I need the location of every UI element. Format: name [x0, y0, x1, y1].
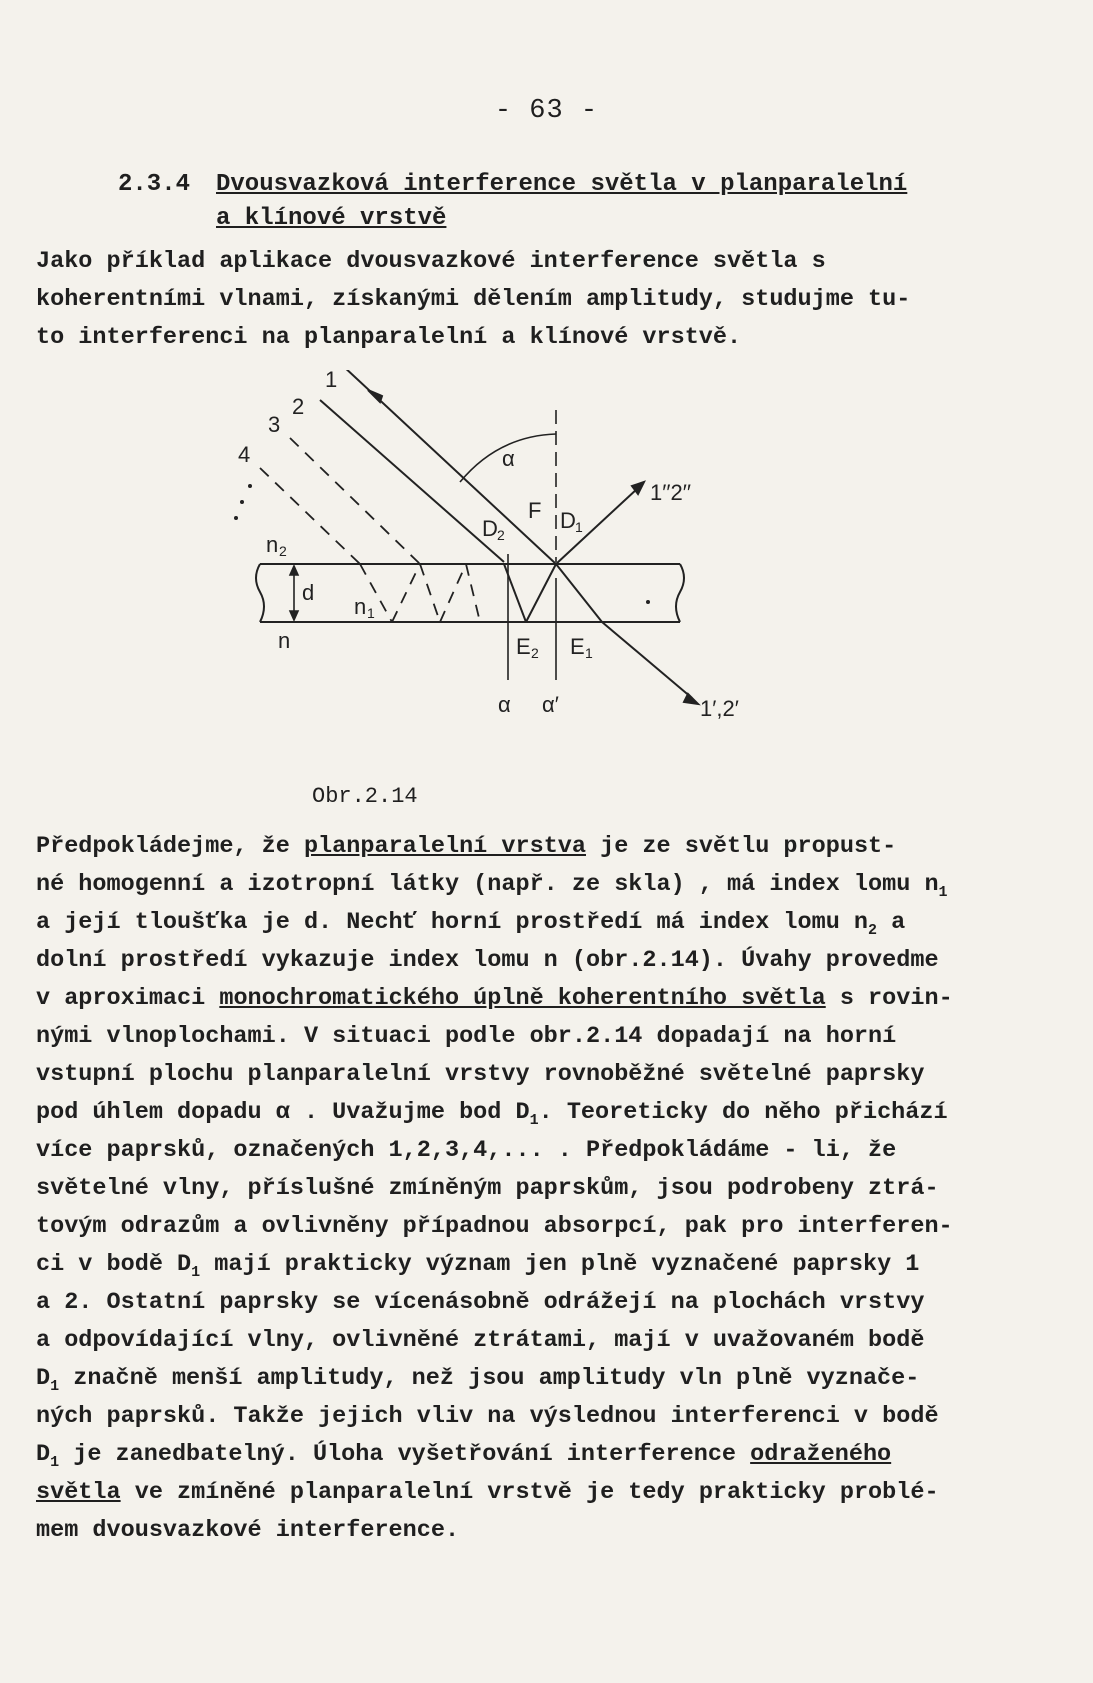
text: . Teoreticky do něho přichází [538, 1099, 948, 1126]
section-heading [118, 168, 978, 236]
label-ray-3: 3 [268, 412, 281, 437]
main-line-1 [36, 828, 1021, 866]
label-n1-sub: 1 [367, 605, 375, 621]
text: značně menší amplitudy, než jsou amplitudy vln plně vyznače- [59, 1365, 920, 1392]
text: a její tloušťka je d. Nechť horní prostředí má index lomu n [36, 909, 869, 936]
label-D1: D [560, 508, 576, 533]
dashed-rays [260, 438, 480, 622]
section-number: 2.3.4 [118, 171, 191, 198]
main-line-12 [36, 1246, 1021, 1284]
text: ci v bodě D [36, 1251, 192, 1278]
intro-line: koherentními vlnami, získanými dělením amplitudy, studujme tu- [36, 286, 911, 313]
main-line-16: ných paprsků. Takže jejich vliv na výslednou interferenci v bodě [36, 1403, 939, 1430]
main-line-13: a 2. Ostatní paprsky se vícenásobně odrážejí na plochách vrstvy [36, 1289, 925, 1316]
text: je ze světlu propust- [586, 833, 897, 860]
label-d: d [302, 580, 315, 605]
main-line-17 [36, 1436, 1021, 1474]
label-n1: n [354, 594, 367, 619]
label-D1-sub: 1 [575, 519, 583, 535]
label-alpha-prime: α′ [542, 692, 559, 717]
main-line-9: více paprsků, označených 1,2,3,4,... . Předpokládáme - li, že [36, 1137, 897, 1164]
intro-paragraph [36, 243, 1021, 357]
subscript: 1 [50, 1378, 60, 1395]
label-out-bottom: 1′,2′ [700, 696, 739, 721]
main-line-7: vstupní plochu planparalelní vrstvy rovnoběžné světelné paprsky [36, 1061, 925, 1088]
main-line-10: světelné vlny, příslušné zmíněným paprskům, jsou podrobeny ztrá- [36, 1175, 939, 1202]
label-n2: n [266, 532, 279, 557]
main-line-15 [36, 1360, 1021, 1398]
subscript: 1 [191, 1264, 201, 1281]
main-line-11: tovým odrazům a ovlivněny případnou absorpcí, pak pro interferen- [36, 1213, 953, 1240]
text: né homogenní a izotropní látky (např. ze skla) , má index lomu n [36, 871, 939, 898]
label-D2-sub: 2 [497, 527, 505, 543]
subscript: 1 [50, 1454, 60, 1471]
intro-line: Jako příklad aplikace dvousvazkové interference světla s [36, 248, 826, 275]
label-E2-sub: 2 [531, 645, 539, 661]
label-n2-sub: 2 [279, 543, 287, 559]
text: mají prakticky význam jen plně vyznačené paprsky 1 [200, 1251, 920, 1278]
intro-line: to interferenci na planparalelní a klínové vrstvě. [36, 324, 742, 351]
figure-interference-layer [230, 370, 790, 760]
label-ray-1: 1 [325, 370, 338, 392]
main-line-18 [36, 1474, 1021, 1512]
incident-ray-2 [320, 400, 556, 622]
text: ve zmíněné planparalelní vrstvě je tedy prakticky problé- [120, 1479, 939, 1506]
label-F: F [528, 498, 542, 523]
main-line-3 [36, 904, 1021, 942]
subscript: 1 [529, 1112, 539, 1129]
label-ray-2: 2 [292, 394, 305, 419]
label-E1: E [570, 634, 585, 659]
text: D [36, 1365, 51, 1392]
underlined-term: odraženého [750, 1441, 892, 1468]
label-alpha-bottom: α [498, 692, 511, 717]
thickness-arrow [290, 566, 298, 620]
section-title-line1: Dvousvazková interference světla v planparalelní [216, 171, 908, 198]
figure-caption: Obr.2.14 [312, 784, 418, 809]
main-line-14: a odpovídající vlny, ovlivněné ztrátami, mají v uvažovaném bodě [36, 1327, 925, 1354]
underlined-term: světla [36, 1479, 121, 1506]
text: je zanedbatelný. Úloha vyšetřování interference [59, 1441, 751, 1468]
label-D2: D [482, 516, 498, 541]
text: Předpokládejme, že [36, 833, 304, 860]
label-out-top: 1′′2′′ [650, 480, 691, 505]
main-line-8 [36, 1094, 1021, 1132]
main-line-19: mem dvousvazkové interference. [36, 1517, 460, 1544]
section-title-line2: a klínové vrstvě [216, 205, 447, 232]
label-n: n [278, 628, 291, 653]
main-paragraph [36, 828, 1021, 1550]
label-E2: E [516, 634, 531, 659]
main-line-6: nými vlnoplochami. V situaci podle obr.2.14 dopadají na horní [36, 1023, 897, 1050]
text: s rovin- [825, 985, 953, 1012]
layer-plate [256, 564, 684, 622]
incident-ray-1 [342, 370, 556, 564]
label-alpha-top: α [502, 446, 515, 471]
subscript: 2 [868, 922, 878, 939]
text: D [36, 1441, 51, 1468]
text: pod úhlem dopadu α . Uvažujme bod D [36, 1099, 530, 1126]
main-line-5 [36, 980, 1021, 1018]
subscript: 1 [938, 884, 948, 901]
label-E1-sub: 1 [585, 645, 593, 661]
main-line-4: dolní prostředí vykazuje index lomu n (obr.2.14). Úvahy provedme [36, 947, 939, 974]
underlined-term: planparalelní vrstva [303, 833, 586, 860]
main-line-2 [36, 866, 1021, 904]
page-number: - 63 - [494, 96, 599, 126]
vertical-lines [508, 554, 556, 680]
label-ray-4: 4 [238, 442, 251, 467]
text: v aproximaci [36, 985, 220, 1012]
text: a [877, 909, 906, 936]
underlined-term: monochromatického úplně koherentního světla [219, 985, 826, 1012]
